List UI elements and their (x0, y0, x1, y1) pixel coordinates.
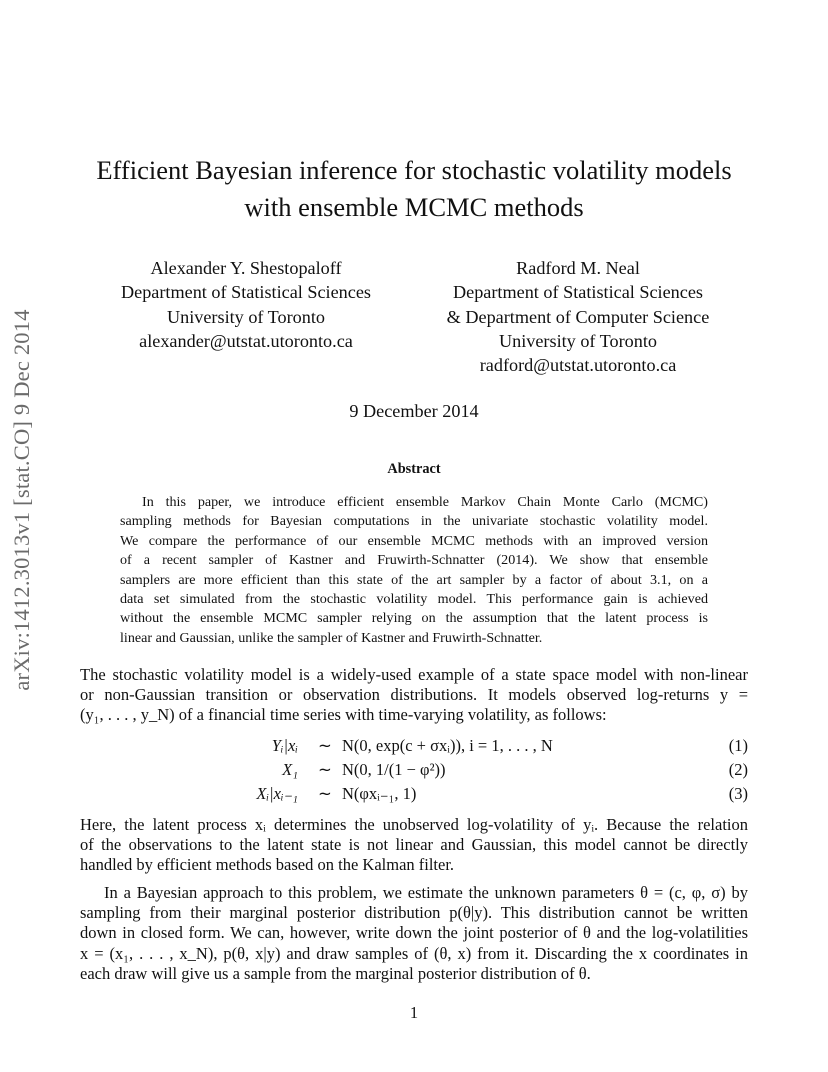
intro-paragraph (80, 665, 748, 726)
abstract-line: In this paper, we introduce efficient ensemble Markov Chain Monte Carlo (MCMC) (142, 494, 708, 510)
abstract-line: of a recent sampler of Kastner and Fruwirth-Schnatter (2014). We show that ensemble (120, 552, 708, 569)
author-affiliation: & Department of Computer Science (446, 306, 710, 327)
paragraph-2 (80, 815, 748, 876)
author-name: Alexander Y. Shestopaloff (150, 258, 342, 278)
title-line: Efficient Bayesian inference for stochastic volatility models (96, 155, 732, 185)
abstract-line: linear and Gaussian, unlike the sampler of Kastner and Fruwirth-Schnatter. (120, 629, 543, 646)
author-block-2 (418, 256, 738, 377)
equation-relation: ∼ (318, 784, 332, 803)
equation-number: (1) (728, 736, 748, 755)
equation-relation: ∼ (318, 736, 332, 755)
paper-date: 9 December 2014 (349, 401, 479, 421)
arxiv-identifier-text: arXiv:1412.3013v1 [stat.CO] 9 Dec 2014 (9, 309, 34, 691)
equation-number: (2) (728, 760, 748, 779)
paragraph-3 (80, 883, 748, 984)
author-email: alexander@utstat.utoronto.ca (139, 330, 353, 351)
equation-number: (3) (728, 784, 748, 803)
equation-rhs: N(φxᵢ₋₁, 1) (342, 784, 417, 803)
page-number: 1 (409, 1003, 419, 1022)
equation-rhs: N(0, exp(c + σxᵢ)), i = 1, . . . , N (342, 736, 553, 755)
paragraph-line: x = (x₁, . . . , x_N), p(θ, x|y) and draw samples of (θ, x) from it. Discarding the x coordinates in (80, 943, 748, 963)
paragraph-line: In a Bayesian approach to this problem, we estimate the unknown parameters θ = (c, φ, σ) by (104, 883, 748, 902)
paper-title (60, 152, 768, 226)
abstract-line: samplers are more efficient than this state of the art sampler by a factor of about 3.1, on a (120, 571, 708, 588)
paragraph-line: Here, the latent process xᵢ determines the unobserved log-volatility of yᵢ. Because the relation (80, 815, 748, 834)
paragraph-line: (y₁, . . . , y_N) of a financial time series with time-varying volatility, as follows: (80, 705, 607, 725)
abstract-line: sampling methods for Bayesian computations in the univariate stochastic volatility model. (120, 513, 708, 530)
equation-lhs: Yᵢ|xᵢ (271, 736, 298, 755)
paragraph-line: The stochastic volatility model is a widely-used example of a state space model with non-linear (80, 665, 748, 684)
author-block-1 (96, 256, 396, 353)
abstract-line: We compare the performance of our ensemble MCMC methods with an improved version (120, 532, 708, 549)
title-line: with ensemble MCMC methods (244, 192, 584, 222)
paragraph-line: or non-Gaussian transition or observation distributions. It models observed log-returns y = (80, 685, 748, 705)
equation-rhs: N(0, 1/(1 − φ²)) (342, 760, 446, 779)
abstract-line: without the ensemble MCMC sampler relying on the assumption that the latent process is (120, 610, 708, 627)
author-affiliation: Department of Statistical Sciences (453, 282, 703, 303)
abstract-line: data set simulated from the stochastic volatility model. This performance gain is achieved (120, 591, 708, 608)
paragraph-line: down in closed form. We can, however, write down the joint posterior of θ and the log-volatilities (80, 923, 748, 943)
paragraph-line: handled by efficient methods based on the Kalman filter. (80, 855, 455, 875)
author-email: radford@utstat.utoronto.ca (479, 355, 677, 376)
equation-2 (80, 760, 748, 784)
paragraph-line: of the observations to the latent state is not linear and Gaussian, this model cannot be directly (80, 835, 748, 855)
author-name: Radford M. Neal (516, 258, 640, 278)
equation-lhs: X₁ (282, 760, 298, 779)
paragraph-line: each draw will give us a sample from the marginal posterior distribution of θ. (80, 963, 591, 983)
equation-1 (80, 736, 748, 760)
abstract-text (120, 493, 708, 648)
equation-3 (80, 784, 748, 808)
equation-relation: ∼ (318, 760, 332, 779)
author-affiliation: University of Toronto (166, 306, 326, 327)
paragraph-line: sampling from their marginal posterior distribution p(θ|y). This distribution cannot be written (80, 903, 748, 923)
abstract-heading: Abstract (387, 461, 441, 477)
author-affiliation: University of Toronto (498, 330, 658, 351)
author-affiliation: Department of Statistical Sciences (121, 282, 371, 303)
equation-lhs: Xᵢ|xᵢ₋₁ (256, 784, 298, 803)
